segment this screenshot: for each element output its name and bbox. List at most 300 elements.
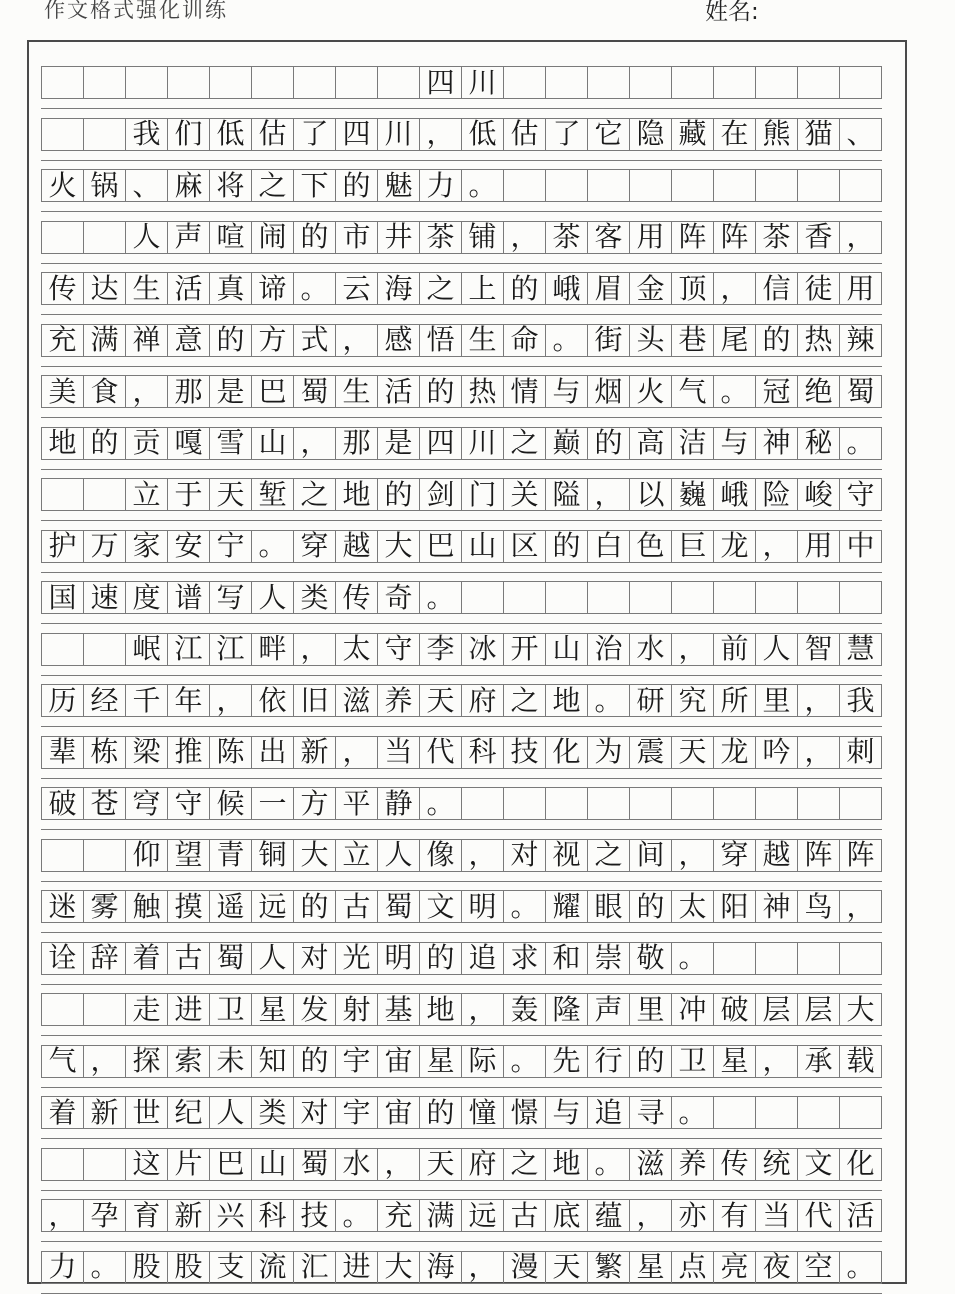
essay-char: 穹 bbox=[125, 787, 168, 820]
essay-char: 巴 bbox=[251, 375, 294, 408]
essay-char: 的 bbox=[293, 890, 336, 923]
essay-char: 火 bbox=[629, 375, 672, 408]
essay-char: 眉 bbox=[587, 272, 630, 305]
grid-cell bbox=[713, 942, 756, 975]
essay-char: 里 bbox=[629, 993, 672, 1026]
essay-char: ， bbox=[125, 375, 168, 408]
essay-char: 。 bbox=[293, 272, 336, 305]
essay-char: 夜 bbox=[755, 1251, 798, 1284]
essay-char: 类 bbox=[251, 1096, 294, 1129]
essay-char: 诠 bbox=[41, 942, 84, 975]
essay-char: 求 bbox=[503, 942, 546, 975]
essay-char: 明 bbox=[377, 942, 420, 975]
row-separator-line bbox=[41, 829, 882, 830]
essay-char: ， bbox=[503, 221, 546, 254]
essay-char: 满 bbox=[83, 324, 126, 357]
essay-char: 喧 bbox=[209, 221, 252, 254]
grid-cell bbox=[41, 633, 84, 666]
essay-char: 蜀 bbox=[839, 375, 882, 408]
essay-char: 守 bbox=[377, 633, 420, 666]
grid-cell bbox=[755, 169, 798, 202]
essay-char: 气 bbox=[41, 1045, 84, 1078]
essay-char: 一 bbox=[251, 787, 294, 820]
essay-char: 府 bbox=[461, 684, 504, 717]
row-separator-line bbox=[41, 984, 882, 985]
essay-char: 迷 bbox=[41, 890, 84, 923]
grid-cell bbox=[671, 787, 714, 820]
essay-char: 走 bbox=[125, 993, 168, 1026]
essay-char: 在 bbox=[713, 118, 756, 151]
essay-char: 的 bbox=[335, 169, 378, 202]
essay-char: 历 bbox=[41, 684, 84, 717]
essay-char: 经 bbox=[83, 684, 126, 717]
essay-char: 生 bbox=[335, 375, 378, 408]
essay-char: 辣 bbox=[839, 324, 882, 357]
essay-char: 苍 bbox=[83, 787, 126, 820]
essay-char: 崇 bbox=[587, 942, 630, 975]
essay-char: 府 bbox=[461, 1148, 504, 1181]
essay-char: 巨 bbox=[671, 530, 714, 563]
essay-char: 禅 bbox=[125, 324, 168, 357]
essay-char: 山 bbox=[251, 1148, 294, 1181]
essay-char: 发 bbox=[293, 993, 336, 1026]
essay-char: 地 bbox=[419, 993, 462, 1026]
essay-char: 冰 bbox=[461, 633, 504, 666]
essay-char: 悟 bbox=[419, 324, 462, 357]
essay-char: 远 bbox=[251, 890, 294, 923]
essay-char: 贡 bbox=[125, 427, 168, 460]
essay-char: 的 bbox=[629, 1045, 672, 1078]
essay-char: 蜀 bbox=[209, 942, 252, 975]
essay-char: 空 bbox=[797, 1251, 840, 1284]
essay-char: ， bbox=[461, 993, 504, 1026]
essay-char: 真 bbox=[209, 272, 252, 305]
essay-char: 达 bbox=[83, 272, 126, 305]
essay-char: 下 bbox=[293, 169, 336, 202]
essay-char: 像 bbox=[419, 839, 462, 872]
essay-char: 。 bbox=[461, 169, 504, 202]
essay-char: 与 bbox=[545, 375, 588, 408]
essay-char: 热 bbox=[797, 324, 840, 357]
grid-cell bbox=[83, 993, 126, 1026]
essay-char: 吟 bbox=[755, 736, 798, 769]
grid-cell bbox=[293, 66, 336, 99]
essay-char: 大 bbox=[377, 1251, 420, 1284]
essay-char: 隘 bbox=[545, 478, 588, 511]
essay-char: 的 bbox=[293, 221, 336, 254]
essay-char: 活 bbox=[167, 272, 210, 305]
essay-char: 育 bbox=[125, 1199, 168, 1232]
essay-char: 神 bbox=[755, 427, 798, 460]
grid-cell bbox=[797, 787, 840, 820]
essay-char: 天 bbox=[209, 478, 252, 511]
essay-char: 代 bbox=[419, 736, 462, 769]
essay-char: 人 bbox=[251, 942, 294, 975]
essay-char: 剑 bbox=[419, 478, 462, 511]
essay-char: 烟 bbox=[587, 375, 630, 408]
essay-char: 技 bbox=[293, 1199, 336, 1232]
essay-char: 闹 bbox=[251, 221, 294, 254]
essay-char: 进 bbox=[335, 1251, 378, 1284]
grid-cell bbox=[839, 66, 882, 99]
row-separator-line bbox=[41, 520, 882, 521]
essay-char: 们 bbox=[167, 118, 210, 151]
essay-char: 洁 bbox=[671, 427, 714, 460]
essay-char: 文 bbox=[797, 1148, 840, 1181]
essay-char: 着 bbox=[41, 1096, 84, 1129]
essay-char: 龙 bbox=[713, 736, 756, 769]
name-label: 姓名: bbox=[705, 0, 759, 25]
essay-char: 之 bbox=[587, 839, 630, 872]
essay-char: 蜀 bbox=[293, 375, 336, 408]
essay-char: 追 bbox=[461, 942, 504, 975]
essay-char: ， bbox=[839, 221, 882, 254]
row-separator-line bbox=[41, 108, 882, 109]
essay-char: 震 bbox=[629, 736, 672, 769]
essay-char: 生 bbox=[125, 272, 168, 305]
grid-cell bbox=[41, 993, 84, 1026]
essay-char: 载 bbox=[839, 1045, 882, 1078]
essay-char: 开 bbox=[503, 633, 546, 666]
essay-char: 气 bbox=[671, 375, 714, 408]
essay-char: 徒 bbox=[797, 272, 840, 305]
grid-cell bbox=[545, 169, 588, 202]
essay-char: 的 bbox=[419, 942, 462, 975]
row-separator-line bbox=[41, 726, 882, 727]
essay-char: 大 bbox=[293, 839, 336, 872]
grid-cell bbox=[797, 581, 840, 614]
essay-char: 街 bbox=[587, 324, 630, 357]
essay-char: 水 bbox=[335, 1148, 378, 1181]
row-separator-line bbox=[41, 881, 882, 882]
essay-char: 用 bbox=[839, 272, 882, 305]
essay-char: 化 bbox=[839, 1148, 882, 1181]
essay-char: 峨 bbox=[713, 478, 756, 511]
essay-char: 新 bbox=[83, 1096, 126, 1129]
essay-char: 对 bbox=[503, 839, 546, 872]
essay-char: 隐 bbox=[629, 118, 672, 151]
essay-char: 候 bbox=[209, 787, 252, 820]
essay-char: 点 bbox=[671, 1251, 714, 1284]
essay-char: 对 bbox=[293, 1096, 336, 1129]
essay-char: 命 bbox=[503, 324, 546, 357]
page-header bbox=[0, 0, 955, 30]
essay-char: 峻 bbox=[797, 478, 840, 511]
essay-char: 宇 bbox=[335, 1096, 378, 1129]
essay-char: 传 bbox=[713, 1148, 756, 1181]
essay-char: 的 bbox=[503, 272, 546, 305]
essay-char: 类 bbox=[293, 581, 336, 614]
essay-char: ， bbox=[797, 684, 840, 717]
row-separator-line bbox=[41, 366, 882, 367]
essay-char: ， bbox=[209, 684, 252, 717]
essay-char: 古 bbox=[503, 1199, 546, 1232]
essay-char: 充 bbox=[41, 324, 84, 357]
essay-char: 卫 bbox=[209, 993, 252, 1026]
essay-char: 阵 bbox=[797, 839, 840, 872]
grid-cell bbox=[839, 942, 882, 975]
essay-char: 我 bbox=[125, 118, 168, 151]
grid-cell bbox=[41, 66, 84, 99]
essay-char: 辞 bbox=[83, 942, 126, 975]
grid-cell bbox=[671, 581, 714, 614]
essay-char: 阳 bbox=[713, 890, 756, 923]
essay-char: 山 bbox=[461, 530, 504, 563]
essay-char: 人 bbox=[125, 221, 168, 254]
essay-char: 人 bbox=[377, 839, 420, 872]
essay-char: 行 bbox=[587, 1045, 630, 1078]
essay-char: 江 bbox=[167, 633, 210, 666]
essay-char: 承 bbox=[797, 1045, 840, 1078]
grid-cell bbox=[461, 787, 504, 820]
essay-char: 云 bbox=[335, 272, 378, 305]
grid-cell bbox=[629, 169, 672, 202]
essay-char: 和 bbox=[545, 942, 588, 975]
essay-char: ， bbox=[839, 890, 882, 923]
grid-cell bbox=[41, 1148, 84, 1181]
row-separator-line bbox=[41, 623, 882, 624]
essay-char: 股 bbox=[125, 1251, 168, 1284]
essay-char: 底 bbox=[545, 1199, 588, 1232]
grid-cell bbox=[839, 581, 882, 614]
essay-char: 立 bbox=[335, 839, 378, 872]
essay-title-char: 川 bbox=[461, 66, 504, 99]
essay-char: ， bbox=[41, 1199, 84, 1232]
essay-char: 谱 bbox=[167, 581, 210, 614]
essay-char: 触 bbox=[125, 890, 168, 923]
grid-cell bbox=[839, 787, 882, 820]
essay-char: 国 bbox=[41, 581, 84, 614]
essay-char: 金 bbox=[629, 272, 672, 305]
essay-char: 宙 bbox=[377, 1096, 420, 1129]
row-separator-line bbox=[41, 778, 882, 779]
essay-char: 以 bbox=[629, 478, 672, 511]
essay-char: 支 bbox=[209, 1251, 252, 1284]
essay-char: 海 bbox=[377, 272, 420, 305]
grid-cell bbox=[797, 66, 840, 99]
grid-cell bbox=[503, 169, 546, 202]
essay-char: 了 bbox=[545, 118, 588, 151]
essay-char: 地 bbox=[545, 684, 588, 717]
essay-char: ， bbox=[377, 1148, 420, 1181]
essay-char: 与 bbox=[713, 427, 756, 460]
essay-char: 秘 bbox=[797, 427, 840, 460]
essay-char: 索 bbox=[167, 1045, 210, 1078]
essay-char: 基 bbox=[377, 993, 420, 1026]
essay-char: 锅 bbox=[83, 169, 126, 202]
essay-char: 慧 bbox=[839, 633, 882, 666]
essay-char: 峨 bbox=[545, 272, 588, 305]
essay-char: 市 bbox=[335, 221, 378, 254]
essay-char: 阵 bbox=[713, 221, 756, 254]
essay-char: 天 bbox=[419, 684, 462, 717]
essay-char: ， bbox=[629, 1199, 672, 1232]
essay-char: 寻 bbox=[629, 1096, 672, 1129]
grid-cell bbox=[503, 581, 546, 614]
essay-char: 阵 bbox=[671, 221, 714, 254]
grid-cell bbox=[335, 66, 378, 99]
essay-char: 力 bbox=[41, 1251, 84, 1284]
essay-char: 着 bbox=[125, 942, 168, 975]
essay-char: 茶 bbox=[419, 221, 462, 254]
essay-char: 的 bbox=[83, 427, 126, 460]
essay-char: 的 bbox=[209, 324, 252, 357]
essay-char: 式 bbox=[293, 324, 336, 357]
essay-char: 越 bbox=[335, 530, 378, 563]
essay-char: 、 bbox=[125, 169, 168, 202]
grid-cell bbox=[83, 1148, 126, 1181]
grid-cell bbox=[713, 66, 756, 99]
essay-char: 统 bbox=[755, 1148, 798, 1181]
essay-char: 当 bbox=[377, 736, 420, 769]
essay-char: 。 bbox=[587, 684, 630, 717]
essay-char: 守 bbox=[839, 478, 882, 511]
grid-cell bbox=[713, 1096, 756, 1129]
essay-char: 的 bbox=[377, 478, 420, 511]
essay-char: 隆 bbox=[545, 993, 588, 1026]
essay-char: 蕴 bbox=[587, 1199, 630, 1232]
essay-char: 情 bbox=[503, 375, 546, 408]
essay-char: 阵 bbox=[839, 839, 882, 872]
grid-cell bbox=[755, 787, 798, 820]
essay-char: 堑 bbox=[251, 478, 294, 511]
essay-char: 头 bbox=[629, 324, 672, 357]
grid-cell bbox=[755, 1096, 798, 1129]
essay-char: 未 bbox=[209, 1045, 252, 1078]
essay-char: 传 bbox=[41, 272, 84, 305]
essay-char: ， bbox=[461, 839, 504, 872]
grid-cell bbox=[797, 169, 840, 202]
essay-char: 推 bbox=[167, 736, 210, 769]
essay-char: 憧 bbox=[461, 1096, 504, 1129]
essay-char: 方 bbox=[251, 324, 294, 357]
essay-char: 蜀 bbox=[377, 890, 420, 923]
essay-char: 高 bbox=[629, 427, 672, 460]
essay-char: 股 bbox=[167, 1251, 210, 1284]
grid-cell bbox=[713, 581, 756, 614]
grid-cell bbox=[83, 66, 126, 99]
essay-char: ， bbox=[335, 324, 378, 357]
row-separator-line bbox=[41, 1087, 882, 1088]
essay-char: 千 bbox=[125, 684, 168, 717]
essay-char: 上 bbox=[461, 272, 504, 305]
essay-char: 是 bbox=[377, 427, 420, 460]
essay-char: 穿 bbox=[293, 530, 336, 563]
essay-char: 茶 bbox=[545, 221, 588, 254]
grid-cell bbox=[587, 66, 630, 99]
essay-char: 的 bbox=[419, 1096, 462, 1129]
essay-char: 太 bbox=[671, 890, 714, 923]
essay-char: 轰 bbox=[503, 993, 546, 1026]
essay-char: 孕 bbox=[83, 1199, 126, 1232]
essay-char: 雪 bbox=[209, 427, 252, 460]
essay-char: 之 bbox=[419, 272, 462, 305]
essay-char: 山 bbox=[545, 633, 588, 666]
essay-char: 、 bbox=[839, 118, 882, 151]
essay-char: 栋 bbox=[83, 736, 126, 769]
composition-paper bbox=[27, 40, 907, 1284]
essay-char: 追 bbox=[587, 1096, 630, 1129]
essay-char: 射 bbox=[335, 993, 378, 1026]
essay-char: 技 bbox=[503, 736, 546, 769]
essay-char: 进 bbox=[167, 993, 210, 1026]
grid-cell bbox=[545, 581, 588, 614]
essay-char: 人 bbox=[755, 633, 798, 666]
essay-char: 养 bbox=[671, 1148, 714, 1181]
essay-char: 有 bbox=[713, 1199, 756, 1232]
essay-char: 宇 bbox=[335, 1045, 378, 1078]
row-separator-line bbox=[41, 263, 882, 264]
essay-title-char: 四 bbox=[419, 66, 462, 99]
essay-char: 。 bbox=[83, 1251, 126, 1284]
essay-char: 。 bbox=[587, 1148, 630, 1181]
essay-char: 层 bbox=[797, 993, 840, 1026]
essay-char: ， bbox=[293, 427, 336, 460]
essay-char: 顶 bbox=[671, 272, 714, 305]
essay-char: 大 bbox=[839, 993, 882, 1026]
essay-char: 估 bbox=[251, 118, 294, 151]
essay-char: 香 bbox=[797, 221, 840, 254]
essay-char: 滋 bbox=[629, 1148, 672, 1181]
essay-char: 平 bbox=[335, 787, 378, 820]
essay-char: 藏 bbox=[671, 118, 714, 151]
essay-char: 万 bbox=[83, 530, 126, 563]
grid-cell bbox=[41, 221, 84, 254]
essay-char: 白 bbox=[587, 530, 630, 563]
worksheet-title: 作文格式强化训练 bbox=[44, 0, 228, 22]
essay-char: 于 bbox=[167, 478, 210, 511]
essay-char: 家 bbox=[125, 530, 168, 563]
essay-char: 食 bbox=[83, 375, 126, 408]
essay-char: 为 bbox=[587, 736, 630, 769]
essay-char: 区 bbox=[503, 530, 546, 563]
essay-char: 铺 bbox=[461, 221, 504, 254]
essay-char: ， bbox=[755, 530, 798, 563]
essay-char: 火 bbox=[41, 169, 84, 202]
essay-char: 用 bbox=[629, 221, 672, 254]
grid-cell bbox=[251, 66, 294, 99]
essay-char: ， bbox=[335, 736, 378, 769]
row-separator-line bbox=[41, 675, 882, 676]
essay-char: 天 bbox=[419, 1148, 462, 1181]
essay-char: 蜀 bbox=[293, 1148, 336, 1181]
essay-char: 险 bbox=[755, 478, 798, 511]
essay-char: 破 bbox=[713, 993, 756, 1026]
essay-char: 这 bbox=[125, 1148, 168, 1181]
essay-char: 。 bbox=[839, 1251, 882, 1284]
row-separator-line bbox=[41, 932, 882, 933]
grid-cell bbox=[83, 221, 126, 254]
essay-char: 将 bbox=[209, 169, 252, 202]
essay-char: 美 bbox=[41, 375, 84, 408]
essay-char: 际 bbox=[461, 1045, 504, 1078]
essay-char: 之 bbox=[293, 478, 336, 511]
essay-char: 谛 bbox=[251, 272, 294, 305]
essay-char: 冲 bbox=[671, 993, 714, 1026]
essay-char: 色 bbox=[629, 530, 672, 563]
row-separator-line bbox=[41, 1138, 882, 1139]
essay-char: 意 bbox=[167, 324, 210, 357]
essay-char: ， bbox=[755, 1045, 798, 1078]
essay-char: 年 bbox=[167, 684, 210, 717]
essay-char: 之 bbox=[503, 1148, 546, 1181]
essay-char: 层 bbox=[755, 993, 798, 1026]
grid-cell bbox=[461, 581, 504, 614]
essay-char: 治 bbox=[587, 633, 630, 666]
essay-char: 巅 bbox=[545, 427, 588, 460]
essay-char: 旧 bbox=[293, 684, 336, 717]
essay-char: 门 bbox=[461, 478, 504, 511]
